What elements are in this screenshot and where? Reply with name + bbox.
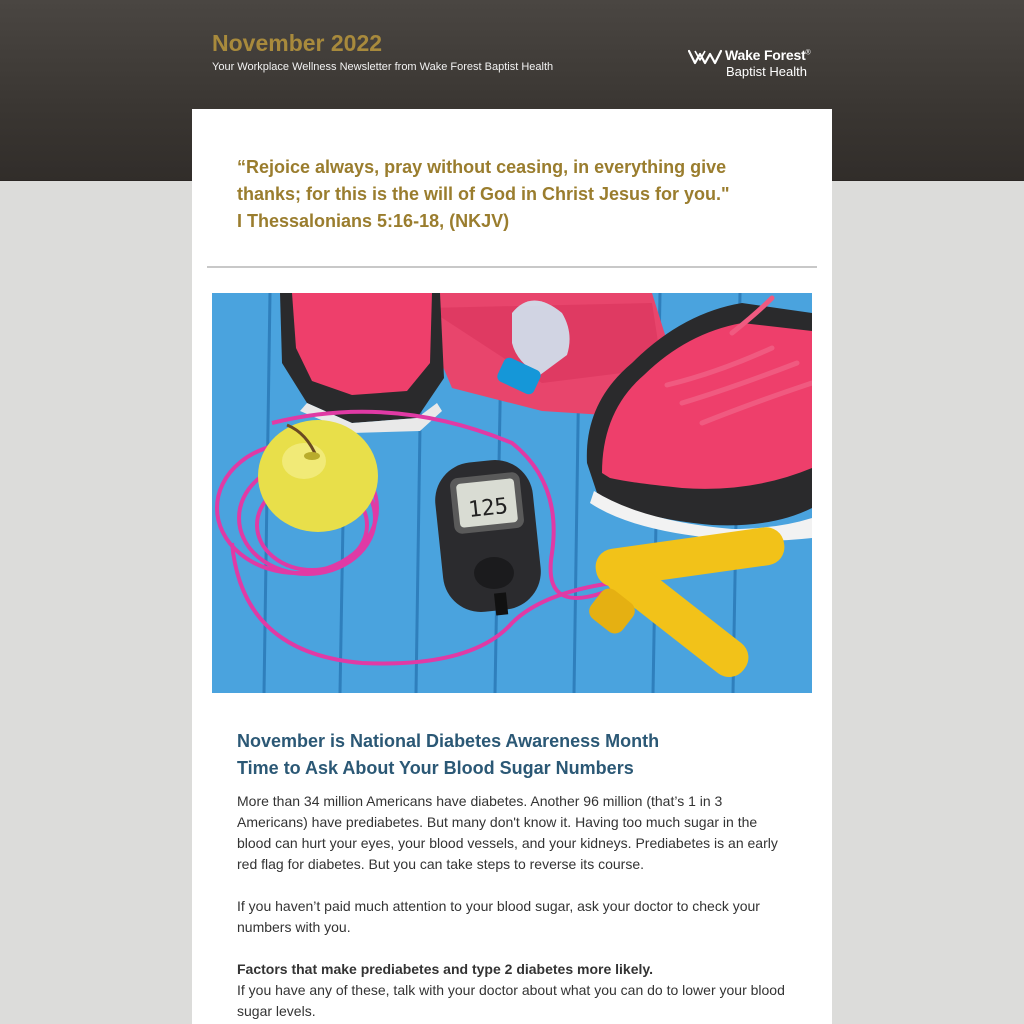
wake-forest-logo[interactable]: [688, 46, 818, 82]
article-paragraph-1: More than 34 million Americans have diabetes. Another 96 million (that’s 1 in 3 Americans) have prediabetes. But many don't know it. Having too much sugar in the blood can hurt your eyes, your blood vessels, and your kidneys. Prediabetes is an early red flag for diabetes. But you can take steps to reverse its course.: [237, 793, 778, 872]
wake-forest-wave-icon: [688, 49, 722, 65]
logo-wordmark-line2: Baptist Health: [726, 64, 807, 79]
article-paragraph-2: If you haven’t paid much attention to your blood sugar, ask your doctor to check your numbers with you.: [237, 898, 760, 935]
quote-citation: I Thessalonians 5:16-18, (NKJV): [237, 211, 510, 231]
glucose-reading: 125: [467, 493, 510, 524]
logo-wordmark-line1: Wake Forest®: [725, 47, 811, 63]
factors-text: If you have any of these, talk with your doctor about what you can do to lower your blood sugar levels.: [237, 982, 785, 1019]
issue-month-title: November 2022: [212, 30, 383, 56]
quote-line-2: thanks; for this is the will of God in Christ Jesus for you.": [237, 184, 730, 204]
factors-heading: Factors that make prediabetes and type 2 diabetes more likely.: [237, 961, 654, 977]
newsletter-content-card: [192, 109, 832, 1024]
headline-line-1: November is National Diabetes Awareness Month: [237, 731, 660, 751]
quote-line-1: “Rejoice always, pray without ceasing, in everything give: [237, 157, 727, 177]
section-divider: [207, 266, 817, 268]
photo-illustration: [212, 293, 812, 693]
headline-line-2: Time to Ask About Your Blood Sugar Numbers: [237, 758, 634, 778]
scripture-quote: [237, 154, 797, 235]
article-headline: [237, 728, 797, 782]
factors-section: [237, 959, 787, 1022]
diabetes-wellness-photo: [212, 293, 812, 693]
newsletter-tagline: Your Workplace Wellness Newsletter from Wake Forest Baptist Health: [212, 61, 554, 73]
